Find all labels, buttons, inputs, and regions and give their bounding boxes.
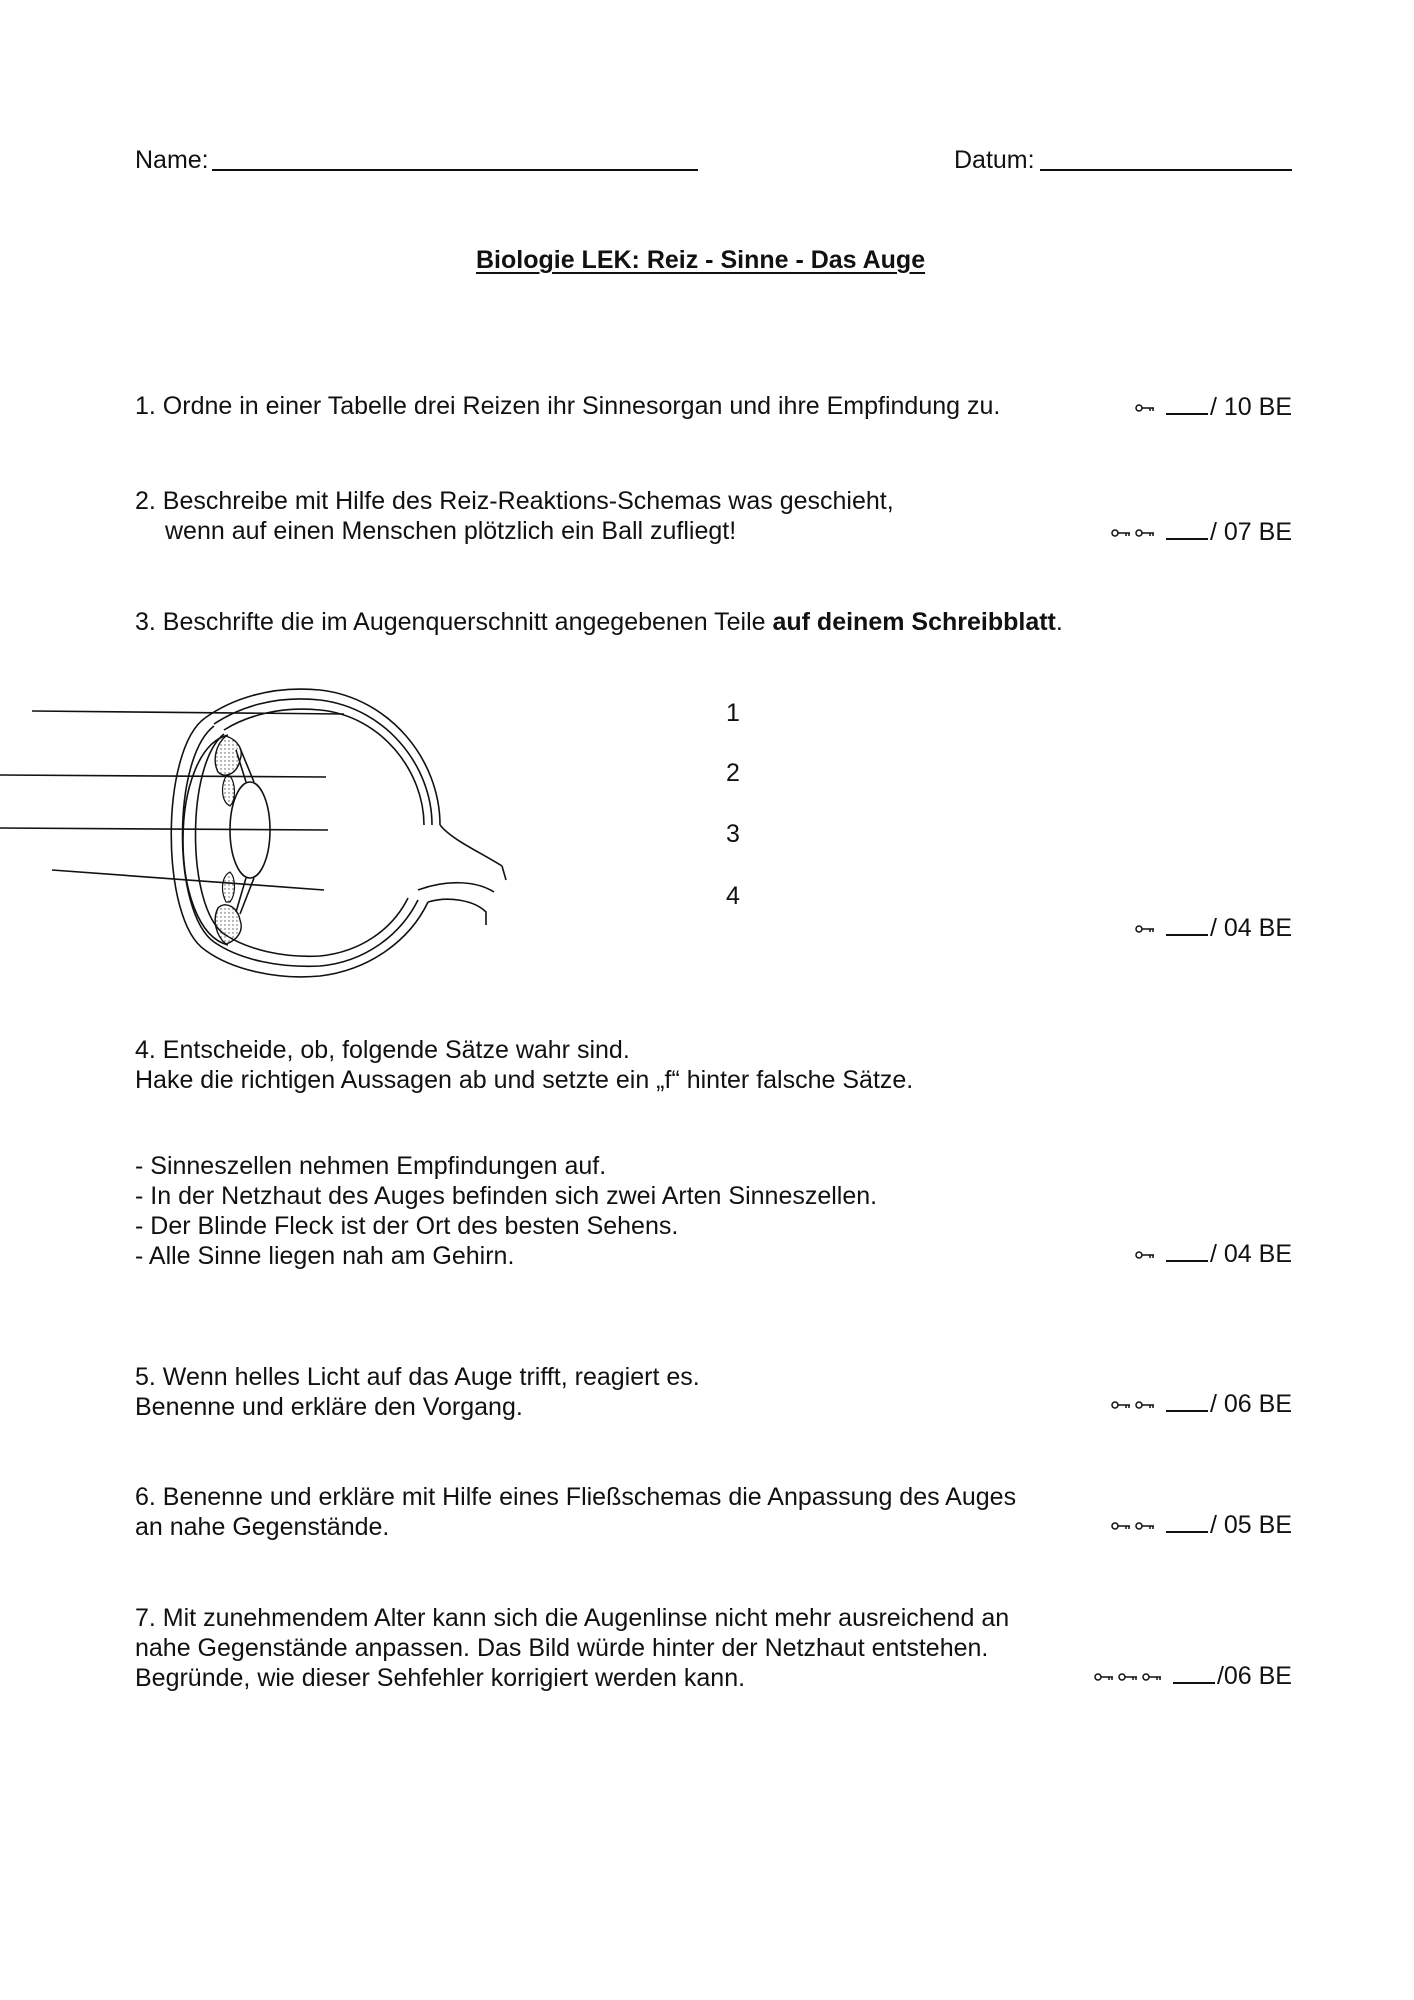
task-5-line-1: 5. Wenn helles Licht auf das Auge trifft, reagiert es. [135, 1363, 700, 1391]
page-title: Biologie LEK: Reiz - Sinne - Das Auge [476, 246, 926, 274]
task-1-line-1: 1. Ordne in einer Tabelle drei Reizen ihr Sinnesorgan und ihre Empfindung zu. [135, 392, 1001, 420]
task-7-line-3: Begründe, wie dieser Sehfehler korrigiert werden kann. [135, 1664, 746, 1692]
task-7-line-1: 7. Mit zunehmendem Alter kann sich die Augenlinse nicht mehr ausreichend an [135, 1604, 1010, 1632]
score-blank[interactable] [1173, 1660, 1215, 1684]
key-icon [1094, 1672, 1114, 1682]
task-5-line-2: Benenne und erkläre den Vorgang. [135, 1393, 523, 1421]
score-blank[interactable] [1166, 1238, 1208, 1262]
date-blank-line[interactable] [1040, 169, 1292, 171]
score-blank[interactable] [1166, 516, 1208, 540]
statement-1: - Sinneszellen nehmen Empfindungen auf. [135, 1152, 607, 1180]
name-label: Name: [135, 146, 209, 174]
task-2-line-1: 2. Beschreibe mit Hilfe des Reiz-Reaktions-Schemas was geschieht, [135, 487, 894, 515]
statement-3: - Der Blinde Fleck ist der Ort des besten Sehens. [135, 1212, 679, 1240]
key-icon [1135, 528, 1155, 538]
statement-4: - Alle Sinne liegen nah am Gehirn. [135, 1242, 515, 1270]
diagram-label-2: 2 [726, 759, 740, 787]
task-4-line-1: 4. Entscheide, ob, folgende Sätze wahr sind. [135, 1036, 630, 1064]
score-blank[interactable] [1166, 1388, 1208, 1412]
task-3-points: / 04 BE [1135, 912, 1292, 943]
diagram-label-4: 4 [726, 882, 740, 910]
task-2-points: / 07 BE [1111, 516, 1292, 547]
task-7-points: /06 BE [1094, 1660, 1292, 1691]
task-1-points: / 10 BE [1135, 391, 1292, 422]
key-icon [1135, 1250, 1155, 1260]
key-icon [1135, 403, 1155, 413]
diagram-label-1: 1 [726, 699, 740, 727]
score-blank[interactable] [1166, 391, 1208, 415]
diagram-label-3: 3 [726, 820, 740, 848]
key-icon [1118, 1672, 1138, 1682]
task-4-line-2: Hake die richtigen Aussagen ab und setzte ein „f“ hinter falsche Sätze. [135, 1066, 914, 1094]
eye-cross-section-diagram [0, 680, 520, 980]
key-icon [1135, 1521, 1155, 1531]
task-6-line-2: an nahe Gegenstände. [135, 1513, 390, 1541]
key-icon [1111, 1400, 1131, 1410]
task-5-points: / 06 BE [1111, 1388, 1292, 1419]
key-icon [1142, 1672, 1162, 1682]
task-3-instruction: 3. Beschrifte die im Augenquerschnitt angegebenen Teile auf deinem Schreibblatt. [135, 608, 1063, 636]
date-label: Datum: [954, 146, 1035, 174]
score-blank[interactable] [1166, 912, 1208, 936]
leader-line-2 [0, 775, 326, 777]
task-6-line-1: 6. Benenne und erkläre mit Hilfe eines Fließschemas die Anpassung des Auges [135, 1483, 1017, 1511]
statement-2: - In der Netzhaut des Auges befinden sich zwei Arten Sinneszellen. [135, 1182, 878, 1210]
name-blank-line[interactable] [212, 169, 698, 171]
task-7-line-2: nahe Gegenstände anpassen. Das Bild würde hinter der Netzhaut entstehen. [135, 1634, 989, 1662]
task-2-line-2: wenn auf einen Menschen plötzlich ein Ball zufliegt! [165, 517, 737, 545]
key-icon [1135, 1400, 1155, 1410]
key-icon [1135, 924, 1155, 934]
key-icon [1111, 1521, 1131, 1531]
key-icon [1111, 528, 1131, 538]
leader-line-3 [0, 828, 328, 830]
score-blank[interactable] [1166, 1509, 1208, 1533]
task-4-points: / 04 BE [1135, 1238, 1292, 1269]
task-6-points: / 05 BE [1111, 1509, 1292, 1540]
leader-line-1 [32, 711, 344, 714]
